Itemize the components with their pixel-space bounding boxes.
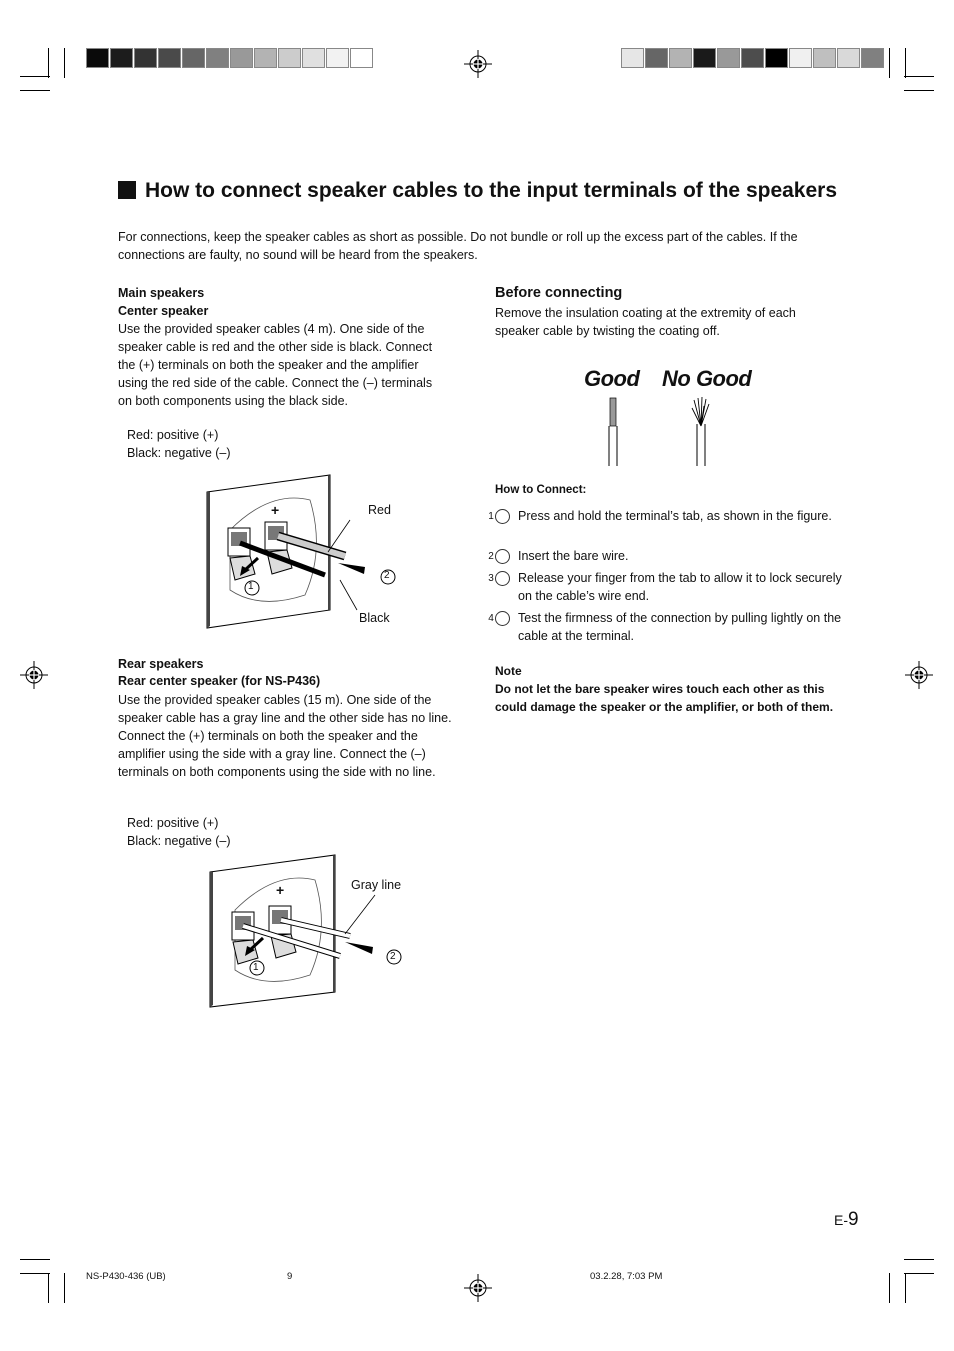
step-number: 3 — [495, 571, 510, 586]
main-fig-step1: 1 — [248, 581, 254, 592]
section-title — [118, 178, 838, 203]
page-prefix: E- — [834, 1212, 848, 1228]
color-swatch — [86, 48, 109, 68]
footer-page: 9 — [287, 1271, 293, 1282]
section-title-text: How to connect speaker cables to the input terminals of the speakers — [145, 179, 838, 202]
step-number: 4 — [495, 611, 510, 626]
nogood-wire-icon — [690, 396, 712, 468]
step-number: 1 — [495, 509, 510, 524]
howto-step — [488, 609, 858, 645]
color-swatch — [837, 48, 860, 68]
square-bullet-icon — [118, 181, 136, 199]
color-swatch — [254, 48, 277, 68]
footer-date: 03.2.28, 7:03 PM — [590, 1271, 663, 1282]
main-fig-black-label: Black — [359, 611, 390, 625]
color-swatch — [741, 48, 764, 68]
step-text: Release your finger from the tab to allow it to lock securely on the cable’s wire end. — [518, 571, 842, 603]
registration-mark-icon — [20, 661, 48, 689]
rear-speaker-terminal-figure — [205, 850, 425, 1015]
howto-heading: How to Connect: — [495, 484, 587, 496]
color-swatch — [326, 48, 349, 68]
color-swatch — [813, 48, 836, 68]
nogood-label: No Good — [662, 366, 752, 391]
howto-step — [488, 569, 858, 605]
main-fig-plus: + — [271, 502, 280, 518]
color-swatch — [717, 48, 740, 68]
color-swatch — [278, 48, 301, 68]
rear-fig-plus: + — [276, 882, 285, 898]
footer-model: NS-P430-436 (UB) — [86, 1271, 166, 1282]
color-swatch — [669, 48, 692, 68]
color-swatch — [302, 48, 325, 68]
rear-legend-red: Red: positive (+) — [127, 816, 219, 830]
registration-mark-icon — [905, 661, 933, 689]
color-swatch — [693, 48, 716, 68]
color-bar-right — [621, 48, 885, 68]
howto-step — [488, 507, 858, 525]
rear-fig-step2: 2 — [390, 951, 396, 962]
color-swatch — [158, 48, 181, 68]
note-body: Do not let the bare speaker wires touch each other as this could damage the speaker or the amplifier, or both of them. — [495, 682, 834, 714]
color-swatch — [134, 48, 157, 68]
before-heading: Before connecting — [495, 285, 623, 301]
rear-fig-gray-label: Gray line — [351, 878, 402, 892]
step-text: Press and hold the terminal’s tab, as shown in the figure. — [518, 509, 832, 523]
rear-legend-black: Black: negative (–) — [127, 834, 231, 848]
main-speaker-terminal-figure — [200, 470, 420, 630]
registration-mark-icon — [464, 1274, 492, 1302]
page-num: 9 — [848, 1209, 859, 1230]
intro-text: For connections, keep the speaker cables as short as possible. Do not bundle or roll up the excess part of the cables. If the connections are faulty, no sound will be heard from the speakers. — [118, 230, 798, 262]
color-swatch — [350, 48, 373, 68]
registration-mark-icon — [464, 50, 492, 78]
note-heading: Note — [495, 664, 522, 678]
howto-step — [488, 547, 858, 565]
good-label: Good — [584, 366, 640, 391]
main-fig-red-label: Red — [368, 503, 391, 517]
color-swatch — [861, 48, 884, 68]
main-body: Use the provided speaker cables (4 m). One side of the speaker cable is red and the other side is black. Connect the (+) terminals on both the speaker and the amplifier using the red side of the cable. Connect the (–) terminals on both components using the black side. — [118, 322, 433, 408]
rear-heading: Rear speakers — [118, 657, 204, 671]
step-text: Test the firmness of the connection by pulling lightly on the cable at the terminal. — [518, 611, 842, 643]
page-number — [834, 1209, 859, 1231]
main-legend-red: Red: positive (+) — [127, 428, 219, 442]
color-swatch — [182, 48, 205, 68]
main-heading: Main speakers — [118, 286, 205, 300]
step-text: Insert the bare wire. — [518, 549, 629, 563]
rear-fig-step1: 1 — [253, 962, 259, 973]
color-swatch — [621, 48, 644, 68]
rear-body: Use the provided speaker cables (15 m). One side of the speaker cable has a gray line and the other side has no line. Connect the (+) terminals on both the speaker and the amplifier using the side with a gray line. Connect the (–) terminals on both components using the side with no line. — [118, 693, 452, 779]
color-swatch — [206, 48, 229, 68]
color-swatch — [110, 48, 133, 68]
main-fig-step2: 2 — [384, 570, 390, 581]
color-swatch — [789, 48, 812, 68]
main-subheading: Center speaker — [118, 304, 209, 318]
main-legend-black: Black: negative (–) — [127, 446, 231, 460]
rear-subheading: Rear center speaker (for NS-P436) — [118, 674, 321, 688]
step-number: 2 — [495, 549, 510, 564]
good-wire-icon — [604, 396, 624, 468]
before-body: Remove the insulation coating at the extremity of each speaker cable by twisting the coating off. — [495, 306, 796, 338]
color-swatch — [645, 48, 668, 68]
color-bar-left — [86, 48, 374, 68]
color-swatch — [765, 48, 788, 68]
color-swatch — [230, 48, 253, 68]
